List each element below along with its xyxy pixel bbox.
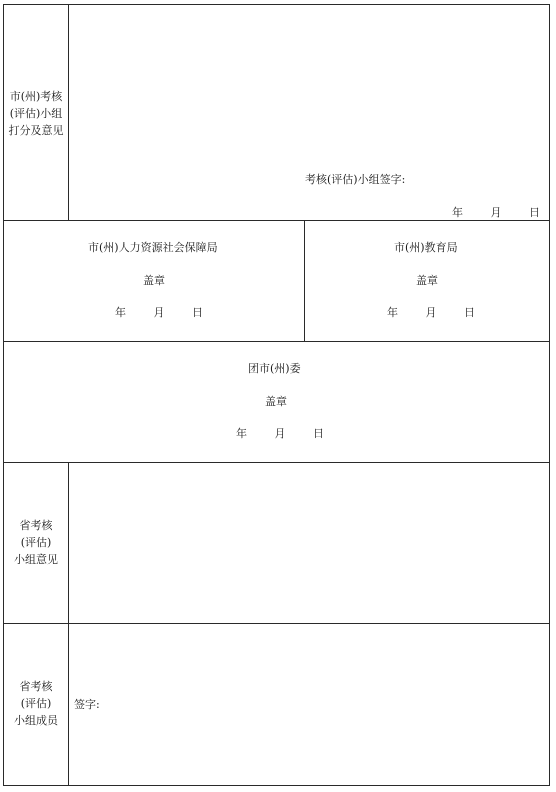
section4-label-line-2: (评估) — [20, 536, 52, 549]
section5-label-line-1: 省考核 — [19, 680, 53, 693]
section1-date — [452, 206, 540, 220]
section1-label-line-3: 打分及意见 — [8, 124, 64, 137]
evaluation-form — [3, 4, 550, 786]
section1-date-day: 日 — [529, 206, 540, 219]
youth-league-title: 团市(州)委 — [248, 362, 301, 375]
youth-league-seal: 盖章 — [265, 395, 287, 408]
education-bureau-date — [387, 306, 475, 320]
hr-bureau-date-year: 年 — [115, 306, 126, 319]
row-divider-1 — [3, 220, 550, 221]
section1-label — [4, 88, 68, 139]
hr-bureau-seal: 盖章 — [143, 274, 165, 287]
border-right — [549, 4, 550, 786]
hr-bureau-date — [115, 306, 203, 320]
youth-league-date-day: 日 — [313, 427, 324, 440]
youth-league-date-year: 年 — [236, 427, 247, 440]
youth-league-date — [236, 427, 324, 441]
section1-date-month: 月 — [490, 206, 502, 219]
row-divider-3 — [3, 462, 550, 463]
label-column-divider-1 — [68, 4, 69, 220]
section5-label-line-3: 小组成员 — [14, 714, 58, 727]
hr-bureau-date-day: 日 — [192, 306, 203, 319]
section4-label-line-1: 省考核 — [19, 519, 53, 532]
label-column-divider-5 — [68, 623, 69, 786]
section5-signature-label: 签字: — [74, 698, 100, 711]
hr-bureau-title: 市(州)人力资源社会保障局 — [88, 241, 218, 254]
education-bureau-date-day: 日 — [464, 306, 475, 319]
youth-league-date-month: 月 — [274, 427, 286, 440]
education-bureau-date-year: 年 — [387, 306, 398, 319]
section5-label — [4, 678, 68, 729]
section1-signature-label: 考核(评估)小组签字: — [305, 173, 406, 186]
education-bureau-seal: 盖章 — [416, 274, 438, 287]
border-bottom — [3, 785, 550, 786]
label-column-divider-4 — [68, 462, 69, 623]
middle-column-divider — [304, 220, 305, 341]
education-bureau-date-month: 月 — [425, 306, 437, 319]
hr-bureau-date-month: 月 — [153, 306, 165, 319]
border-top — [3, 4, 550, 5]
row-divider-2 — [3, 341, 550, 342]
section1-label-line-2: (评估)小组 — [9, 107, 63, 120]
section5-label-line-2: (评估) — [20, 697, 52, 710]
education-bureau-title: 市(州)教育局 — [394, 241, 458, 254]
section4-label-line-3: 小组意见 — [14, 553, 58, 566]
row-divider-4 — [3, 623, 550, 624]
section1-date-year: 年 — [452, 206, 463, 219]
section4-label — [4, 517, 68, 568]
section1-label-line-1: 市(州)考核 — [9, 90, 63, 103]
